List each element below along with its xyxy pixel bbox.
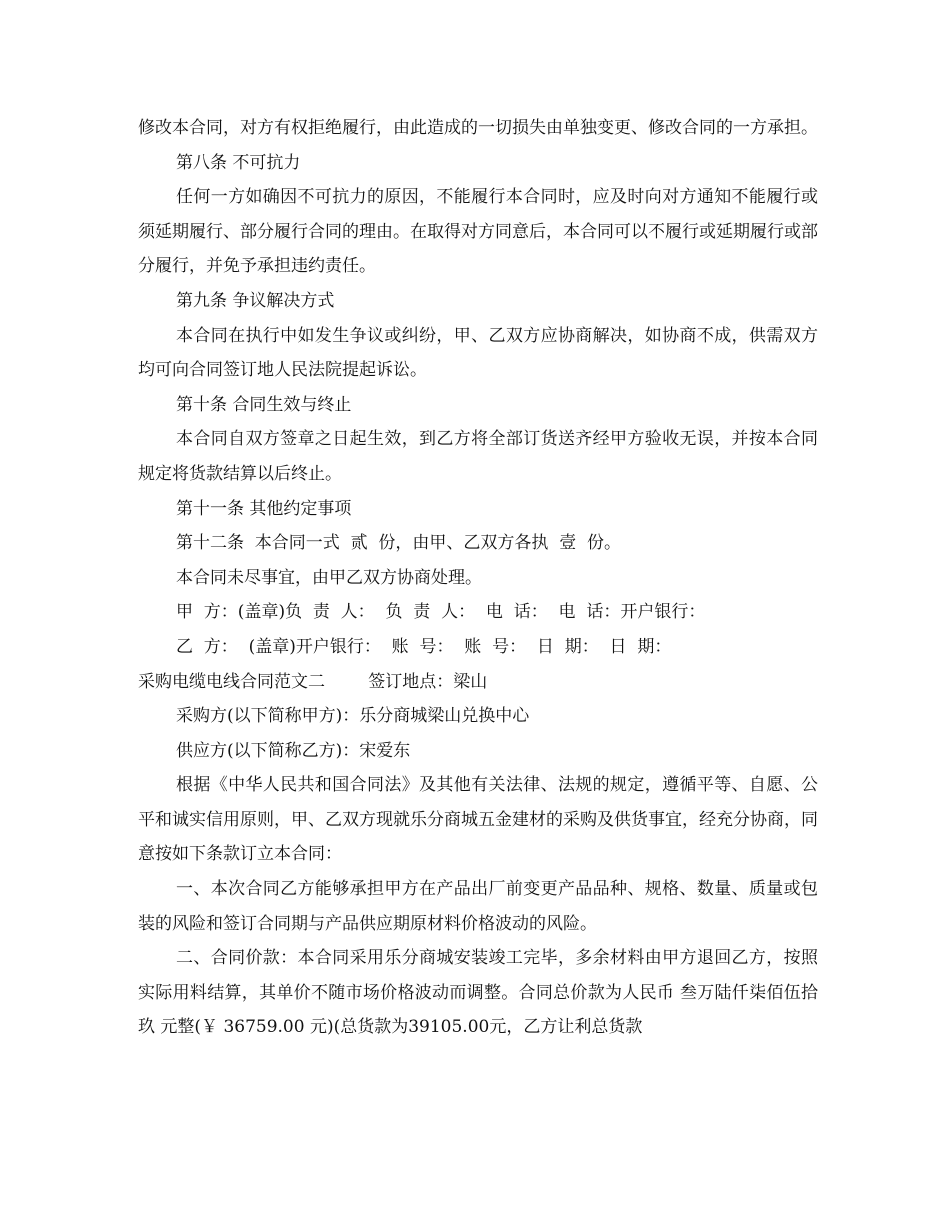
article-12-body: 第十二条 本合同一式 贰 份，由甲、乙双方各执 壹 份。 xyxy=(176,533,622,554)
preamble-paragraph: 根据《中华人民共和国合同法》及其他有关法律、法规的规定，遵循平等、自愿、公平和诚实信用原则，甲、乙双方现就乐分商城五金建材的采购及供货事宜，经充分协商，同意按如下条款订立本合同： xyxy=(138,775,818,865)
article-8-body: 任何一方如确因不可抗力的原因，不能履行本合同时，应及时向对方通知不能履行或须延期履行、部分履行合同的理由。在取得对方同意后，本合同可以不履行或延期履行或部分履行，并免予承担违约责任。 xyxy=(138,187,818,277)
clause-one: 一、本次合同乙方能够承担甲方在产品出厂前变更产品品种、规格、数量、质量或包装的风险和签订合同期与产品供应期原材料价格波动的风险。 xyxy=(138,879,818,934)
purchaser-line: 采购方(以下简称甲方)：乐分商城梁山兑换中心 xyxy=(176,706,530,727)
clause-two-price: 二、合同价款：本合同采用乐分商城安装竣工完毕，多余材料由甲方退回乙方，按照实际用料结算，其单价不随市场价格波动而调整。合同总价款为人民币 叁万陆仟柒佰伍拾玖 元整(￥ 36759.00 元)(总货款为39105.00元，乙方让利总货款 xyxy=(138,948,818,1038)
contract-two-title: 采购电缆电线合同范文二 签订地点：梁山 xyxy=(138,671,488,692)
article-10-heading: 第十条 合同生效与终止 xyxy=(176,394,352,415)
supplier-line: 供应方(以下简称乙方)：宋爱东 xyxy=(176,740,411,761)
party-b-signature-line: 乙 方： (盖章)开户银行： 账 号： 账 号： 日 期： 日 期： xyxy=(176,636,672,657)
article-11-heading: 第十一条 其他约定事项 xyxy=(176,498,352,519)
unfinished-matters: 本合同未尽事宜，由甲乙双方协商处理。 xyxy=(176,567,482,588)
paragraph-1: 修改本合同，对方有权拒绝履行，由此造成的一切损失由单独变更、修改合同的一方承担。 xyxy=(138,118,818,138)
article-9-heading: 第九条 争议解决方式 xyxy=(176,290,335,311)
article-9-body: 本合同在执行中如发生争议或纠纷，甲、乙双方应协商解决，如协商不成，供需双方均可向合同签订地人民法院提起诉讼。 xyxy=(138,325,818,381)
document-body xyxy=(138,111,818,1045)
article-8-heading: 第八条 不可抗力 xyxy=(176,152,301,173)
article-10-body: 本合同自双方签章之日起生效，到乙方将全部订货送齐经甲方验收无误，并按本合同规定将货款结算以后终止。 xyxy=(138,429,818,484)
party-a-signature-line: 甲 方：(盖章)负 责 人： 负 责 人： 电 话： 电 话：开户银行： xyxy=(176,602,706,623)
